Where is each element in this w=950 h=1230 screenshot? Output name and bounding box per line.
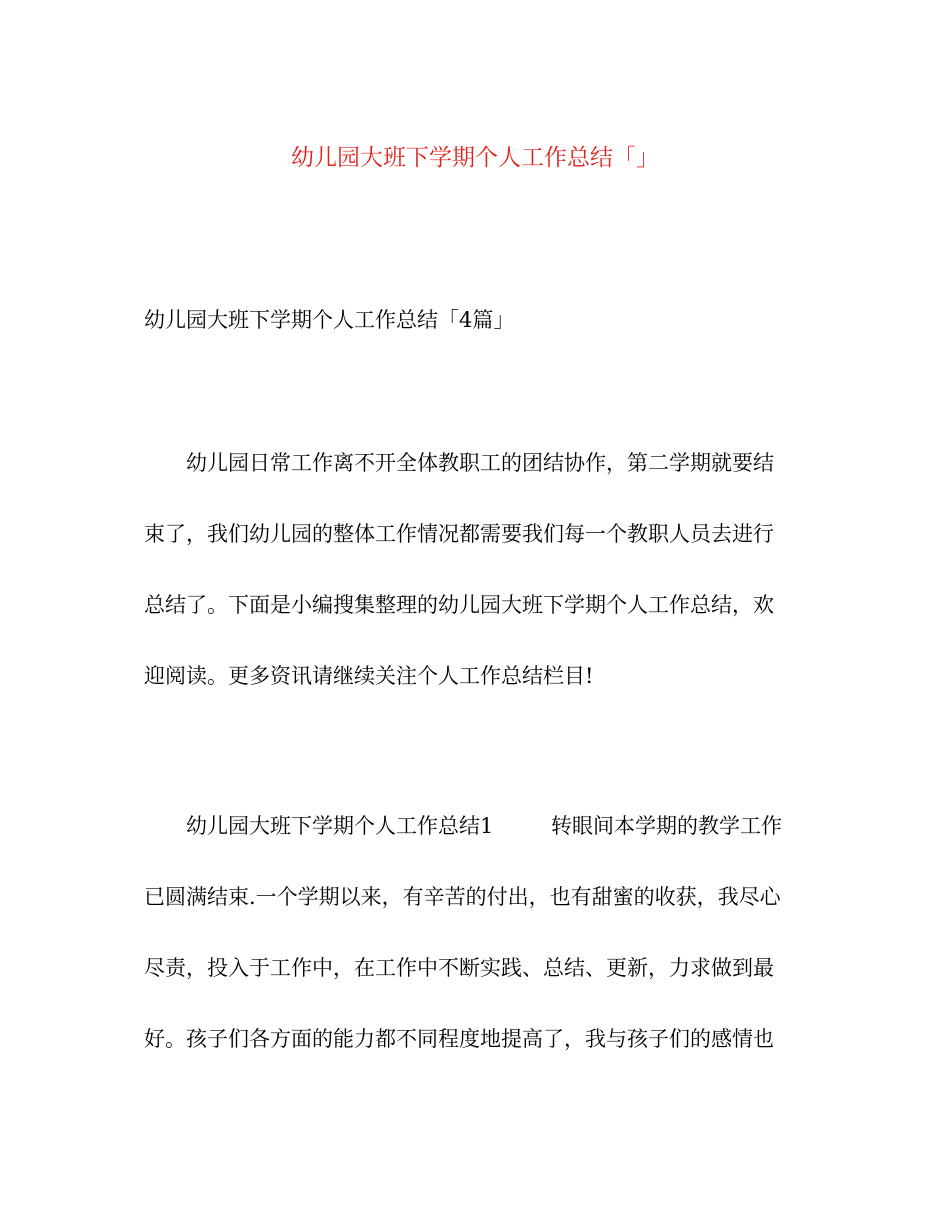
paragraph-line: 好。孩子们各方面的能力都不同程度地提高了，我与孩子们的感情也: [144, 1027, 774, 1051]
paragraph-line: 已圆满结束.一个学期以来，有辛苦的付出，也有甜蜜的收获，我尽心: [144, 885, 781, 909]
document-title: 幼儿园大班下学期个人工作总结「」: [291, 145, 659, 171]
document-subtitle: 幼儿园大班下学期个人工作总结「4篇」: [144, 308, 515, 332]
section-heading: 幼儿园大班下学期个人工作总结1: [186, 814, 494, 838]
paragraph-line: 转眼间本学期的教学工作: [551, 814, 782, 838]
paragraph-line: 幼儿园日常工作离不开全体教职工的团结协作，第二学期就要结: [186, 451, 774, 475]
paragraph-line: 迎阅读。更多资讯请继续关注个人工作总结栏目!: [144, 664, 594, 688]
paragraph-line: 尽责，投入于工作中，在工作中不断实践、总结、更新，力求做到最: [144, 956, 774, 980]
paragraph-line: 束了，我们幼儿园的整体工作情况都需要我们每一个教职人员去进行: [144, 522, 774, 546]
paragraph-line: 总结了。下面是小编搜集整理的幼儿园大班下学期个人工作总结，欢: [144, 593, 774, 617]
